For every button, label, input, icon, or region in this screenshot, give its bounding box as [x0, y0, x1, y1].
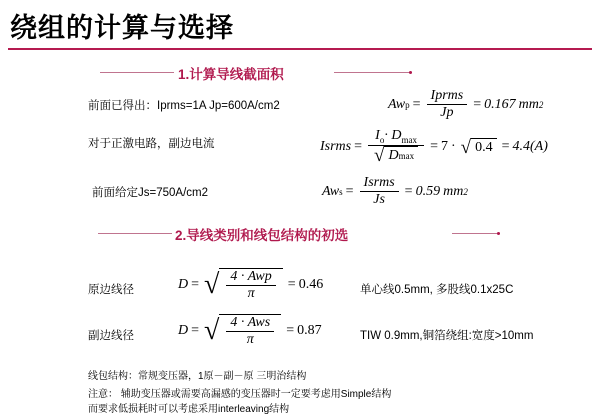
eq-isrms-den-radicand: D max [384, 146, 418, 165]
eq-dp-equals: = [191, 277, 200, 293]
eq-awp-fraction [427, 88, 468, 121]
section1-rule-right [334, 72, 412, 73]
eq-isrms-sqrt-radicand: 0.4 [471, 138, 497, 157]
eq-awp-unit: mm [518, 96, 539, 112]
section2-bullet-dot [497, 232, 500, 235]
section1-bullet-dot [409, 71, 412, 74]
section1-rule-left [100, 72, 174, 73]
section2-row2-label: 副边线径 [88, 330, 134, 342]
section2-note-primary: 单心线0.5mm, 多股线0.1x25C [360, 284, 514, 296]
eq-aws-lhs-sub: s [339, 186, 343, 197]
eq-isrms-den-sqrt [374, 146, 418, 165]
footer-line1: 线包结构：常规变压器，1原－副－原 三明治结构 [88, 371, 307, 382]
footer-line2: 注意： 辅助变压器或需要高漏感的变压器时一定要考虑用Simple结构 [88, 389, 392, 400]
section2-rule-right [452, 233, 500, 234]
eq-aws-numerator: Isrms [363, 175, 395, 190]
eq-awp-lhs: Aw [388, 96, 406, 112]
eq-isrms-equals3: = [501, 139, 510, 155]
eq-isrms-equals2: = [430, 139, 438, 155]
eq-dp-result: 0.46 [298, 277, 324, 293]
eq-isrms-lhs: Isrms [320, 139, 352, 155]
eq-ds-lhs: D [178, 323, 189, 339]
eq-aws-equals: = [345, 183, 354, 199]
eq-awp-numerator: Iprms [430, 88, 464, 103]
section1-heading: 1.计算导线截面积 [178, 67, 284, 82]
eq-dp-radicand [219, 268, 282, 302]
eq-awp-equals: = [412, 96, 421, 112]
eq-isrms-num-i-sub: o [379, 134, 385, 145]
eq-ds-radicand [219, 314, 281, 348]
eq-awp-unit-sup: 2 [538, 99, 544, 110]
radical-icon: √ [374, 145, 385, 167]
section1-line3-label: 前面给定Js=750A/cm2 [92, 187, 208, 199]
eq-aws-lhs: Aw [322, 183, 340, 199]
eq-isrms-num-d-sub: max [401, 134, 417, 145]
eq-isrms-factor: 7 [441, 139, 448, 155]
eq-aws-equals2: = [404, 183, 413, 199]
eq-ds-sqrt [204, 314, 281, 348]
eq-isrms-fraction [368, 128, 424, 166]
section1-line2-label: 对于正激电路，副边电流 [88, 138, 215, 150]
eq-isrms-denominator [368, 146, 424, 166]
eq-isrms-num-i: I [375, 128, 380, 143]
equation-secondary-diameter [178, 314, 322, 348]
equation-aws [322, 175, 468, 208]
eq-awp-lhs-sub: p [405, 99, 410, 110]
eq-dp-lhs: D [178, 277, 189, 293]
eq-isrms-sqrt-val [461, 138, 497, 157]
section2-row1-label: 原边线径 [88, 284, 134, 296]
title-divider [8, 48, 592, 50]
eq-isrms-numerator [371, 128, 421, 145]
footer-line3: 而要求低损耗时可以考虑采用interleaving结构 [88, 404, 290, 415]
eq-isrms-equals: = [354, 139, 363, 155]
eq-aws-unit: mm [443, 183, 464, 199]
eq-ds-fraction [226, 315, 274, 348]
section2-rule-left [98, 233, 172, 234]
eq-dp-numerator: 4 · Awp [230, 269, 272, 284]
eq-isrms-dot: · [451, 139, 456, 155]
radical-icon: √ [204, 269, 220, 301]
eq-isrms-num-mid: · D [384, 128, 402, 143]
eq-aws-result: 0.59 [415, 183, 441, 199]
eq-awp-equals2: = [473, 96, 482, 112]
eq-isrms-result: 4.4(A) [512, 139, 548, 155]
eq-ds-denominator: π [246, 332, 254, 348]
eq-dp-fraction [226, 269, 275, 302]
page-title: 绕组的计算与选择 [10, 13, 234, 43]
eq-isrms-den-sub: max [398, 150, 415, 161]
equation-isrms [320, 128, 548, 166]
eq-ds-numerator: 4 · Aws [230, 315, 271, 330]
eq-aws-denominator: Js [373, 192, 385, 208]
eq-aws-fraction [360, 175, 399, 208]
eq-awp-result: 0.167 [484, 96, 516, 112]
eq-awp-denominator: Jp [440, 105, 454, 121]
radical-icon: √ [460, 136, 472, 158]
section2-note-secondary: TIW 0.9mm,铜箔绕组:宽度>10mm [360, 330, 534, 342]
eq-dp-denominator: π [247, 286, 255, 302]
radical-icon: √ [204, 315, 220, 347]
eq-ds-equals2: = [286, 323, 295, 339]
eq-dp-equals2: = [287, 277, 296, 293]
section1-line1-label: 前面已得出：Iprms=1A Jp=600A/cm2 [88, 100, 280, 112]
eq-dp-sqrt [204, 268, 283, 302]
eq-aws-unit-sup: 2 [463, 186, 468, 197]
eq-ds-equals: = [191, 323, 200, 339]
equation-primary-diameter [178, 268, 323, 302]
equation-awp [388, 88, 543, 121]
eq-ds-result: 0.87 [297, 323, 322, 339]
section2-heading: 2.导线类别和线包结构的初选 [175, 228, 349, 243]
